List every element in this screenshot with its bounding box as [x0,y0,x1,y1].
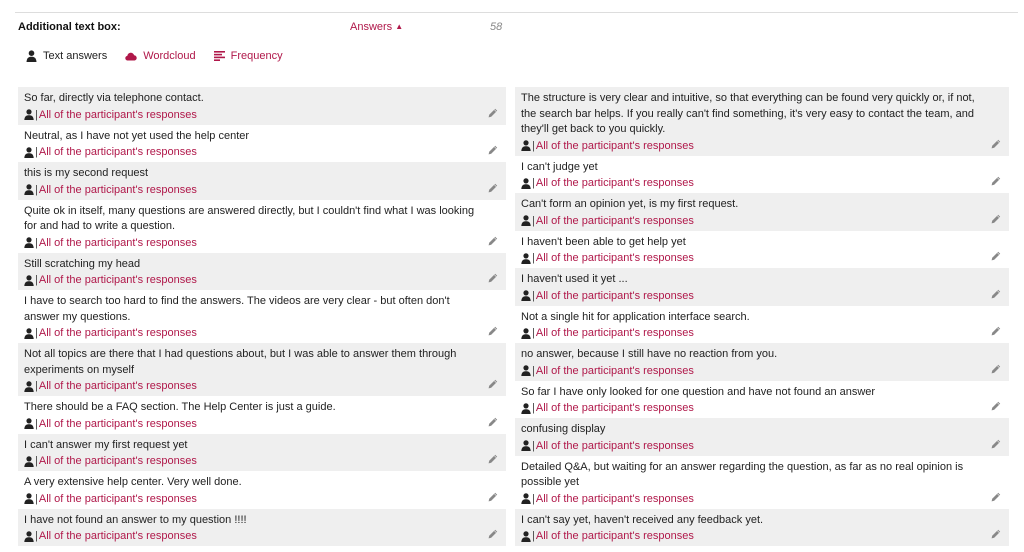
participant-row [521,138,983,154]
answer-count: 58 [490,21,503,33]
answer-text: Not a single hit for application interface search. [521,310,750,323]
answer-item [18,162,506,200]
person-icon [24,493,34,504]
answers-toggle[interactable] [350,21,403,33]
tab-text-answers[interactable] [26,50,107,62]
answer-item [515,418,1009,456]
answer-item [18,396,506,434]
answer-item [515,456,1009,509]
participant-row [521,363,983,379]
answer-item [515,156,1009,194]
participant-responses-link[interactable]: All of the participant's responses [535,402,694,414]
answer-item [515,343,1009,381]
participant-row [24,378,480,394]
pencil-icon[interactable] [488,145,498,158]
person-icon [521,215,531,226]
answer-item [515,193,1009,231]
answer-text: Not all topics are there that I had questions about, but I was able to answer them through experiments on myself [24,348,457,376]
answer-text: The structure is very clear and intuitive, so that everything can be found very quickly or, if not, the search bar helps. If you really can't find something, it's very easy to contact the team, and they'll get back to you quickly. [521,92,975,135]
person-icon [24,147,34,158]
answer-text: no answer, because I still have no reaction from you. [521,348,778,360]
separator: | [35,146,38,158]
separator: | [35,327,38,339]
answer-item [515,231,1009,269]
participant-responses-link[interactable]: All of the participant's responses [535,327,694,339]
tab-frequency-label[interactable]: Frequency [230,50,283,62]
answer-item [18,200,506,253]
answer-text: Neutral, as I have not yet used the help center [24,129,250,142]
participant-row [521,325,983,341]
participant-row [24,182,480,198]
separator: | [532,289,535,302]
chevron-up-icon[interactable]: ▲ [395,22,404,31]
participant-responses-link[interactable]: All of the participant's responses [535,289,694,302]
answer-text: A very extensive help center. Very well done. [24,476,242,488]
participant-row [521,213,983,229]
participant-row [521,528,983,544]
answers-column-left [18,87,506,546]
answer-text: I haven't been able to get help yet [521,235,686,248]
pencil-icon[interactable] [991,364,1001,377]
person-icon [24,456,34,467]
pencil-icon[interactable] [991,251,1001,264]
person-icon [521,290,531,301]
participant-row [521,400,983,416]
participant-responses-link[interactable]: All of the participant's responses [535,530,694,542]
pencil-icon[interactable] [488,417,498,430]
view-tabs [26,50,301,62]
answer-item [18,434,506,472]
separator: | [35,274,38,286]
pencil-icon[interactable] [991,289,1001,302]
pencil-icon[interactable] [991,326,1001,339]
participant-responses-link[interactable]: All of the participant's responses [38,146,197,158]
answer-text: Still scratching my head [24,257,141,270]
answer-item [18,343,506,396]
pencil-icon[interactable] [488,108,498,121]
separator: | [35,417,38,430]
pencil-icon[interactable] [488,454,498,467]
answer-text: I have not found an answer to my question !!!! [24,513,247,526]
participant-row [521,288,983,304]
separator: | [35,108,38,121]
person-icon [24,328,34,339]
person-icon [521,328,531,339]
tab-frequency[interactable] [214,50,283,62]
participant-responses-link[interactable]: All of the participant's responses [38,417,197,430]
answer-item [18,87,506,125]
bars-icon [214,51,225,61]
answer-text: I haven't used it yet ... [521,273,628,285]
pencil-icon[interactable] [991,139,1001,152]
separator: | [532,492,535,505]
separator: | [532,327,535,339]
participant-row [24,107,480,123]
person-icon [24,237,34,248]
participant-responses-link[interactable]: All of the participant's responses [38,108,197,121]
participant-row [24,416,480,432]
question-title: Additional text box: [18,21,121,33]
participant-row [24,528,480,544]
separator: | [35,380,38,392]
cloud-icon [125,52,137,61]
answer-item [515,306,1009,344]
separator: | [532,439,535,452]
participant-row [521,438,983,454]
separator: | [532,402,535,414]
separator: | [532,252,535,264]
person-icon [26,50,37,62]
person-icon [24,275,34,286]
answer-item [18,471,506,509]
answer-text: Quite ok in itself, many questions are answered directly, but I couldn't find what I was looking for and had to write a question. [24,204,475,232]
person-icon [521,493,531,504]
tab-wordcloud[interactable] [125,50,195,62]
person-icon [521,253,531,264]
pencil-icon[interactable] [991,401,1001,414]
participant-row [521,175,983,191]
pencil-icon[interactable] [488,529,498,542]
pencil-icon[interactable] [991,439,1001,452]
separator: | [532,530,535,542]
person-icon [24,184,34,195]
pencil-icon[interactable] [488,326,498,339]
participant-row [521,250,983,266]
answer-text: Can't form an opinion yet, is my first request. [521,198,739,210]
participant-responses-link[interactable]: All of the participant's responses [535,439,694,452]
participant-responses-link[interactable]: All of the participant's responses [38,530,197,542]
pencil-icon[interactable] [991,214,1001,227]
pencil-icon[interactable] [488,492,498,505]
participant-responses-link[interactable]: All of the participant's responses [38,183,197,196]
answer-item [18,509,506,547]
participant-responses-link[interactable]: All of the participant's responses [38,236,197,249]
participant-responses-link[interactable]: All of the participant's responses [535,364,694,377]
person-icon [521,140,531,151]
answer-text: I can't judge yet [521,160,598,173]
participant-responses-link[interactable]: All of the participant's responses [38,380,197,392]
pencil-icon[interactable] [991,529,1001,542]
participant-responses-link[interactable]: All of the participant's responses [535,177,694,189]
participant-row [24,235,480,251]
participant-row [24,272,480,288]
participant-responses-link[interactable]: All of the participant's responses [38,492,197,505]
person-icon [24,418,34,429]
separator: | [35,530,38,542]
answer-text: There should be a FAQ section. The Help Center is just a guide. [24,401,336,413]
results-header [0,0,1024,80]
answer-text: Detailed Q&A, but waiting for an answer regarding the question, as far as no real opinion is possible yet [521,460,964,488]
person-icon [521,531,531,542]
participant-responses-link[interactable]: All of the participant's responses [535,252,694,264]
person-icon [24,381,34,392]
separator: | [35,183,38,196]
answer-text: So far, directly via telephone contact. [24,92,204,104]
separator: | [35,455,38,467]
pencil-icon[interactable] [991,492,1001,505]
participant-responses-link[interactable]: All of the participant's responses [38,455,197,467]
answer-item [18,125,506,163]
answer-text: I can't answer my first request yet [24,438,188,451]
answer-item [515,381,1009,419]
answer-item [515,268,1009,306]
participant-responses-link[interactable]: All of the participant's responses [535,139,694,152]
separator: | [35,492,38,505]
answer-item [515,87,1009,156]
answer-text: I can't say yet, haven't received any feedback yet. [521,513,764,526]
participant-row [24,144,480,160]
person-icon [521,178,531,189]
answer-item [515,509,1009,547]
separator: | [35,236,38,249]
separator: | [532,177,535,189]
separator: | [532,139,535,152]
separator: | [532,214,535,227]
tab-wordcloud-label[interactable]: Wordcloud [143,50,196,62]
pencil-icon[interactable] [488,236,498,249]
person-icon [24,109,34,120]
pencil-icon[interactable] [488,183,498,196]
person-icon [521,403,531,414]
participant-responses-link[interactable]: All of the participant's responses [535,214,694,227]
person-icon [24,531,34,542]
separator: | [532,364,535,377]
person-icon [521,440,531,451]
answer-item [18,253,506,291]
participant-responses-link[interactable]: All of the participant's responses [535,492,694,505]
participant-row [521,491,983,507]
answers-column-right [515,87,1009,546]
answer-item [18,290,506,343]
tab-text-answers-label[interactable]: Text answers [43,50,108,62]
participant-responses-link[interactable]: All of the participant's responses [38,274,197,286]
answer-text: confusing display [521,423,606,435]
participant-row [24,453,480,469]
participant-row [24,491,480,507]
pencil-icon[interactable] [991,176,1001,189]
participant-row [24,325,480,341]
answer-text: So far I have only looked for one question and have not found an answer [521,385,876,398]
participant-responses-link[interactable]: All of the participant's responses [38,327,197,339]
answer-text: this is my second request [24,167,149,179]
person-icon [521,365,531,376]
answers-toggle-label[interactable]: Answers [350,21,393,33]
pencil-icon[interactable] [488,273,498,286]
answer-text: I have to search too hard to find the answers. The videos are very clear - but often don't answer my questions. [24,295,450,323]
pencil-icon[interactable] [488,379,498,392]
